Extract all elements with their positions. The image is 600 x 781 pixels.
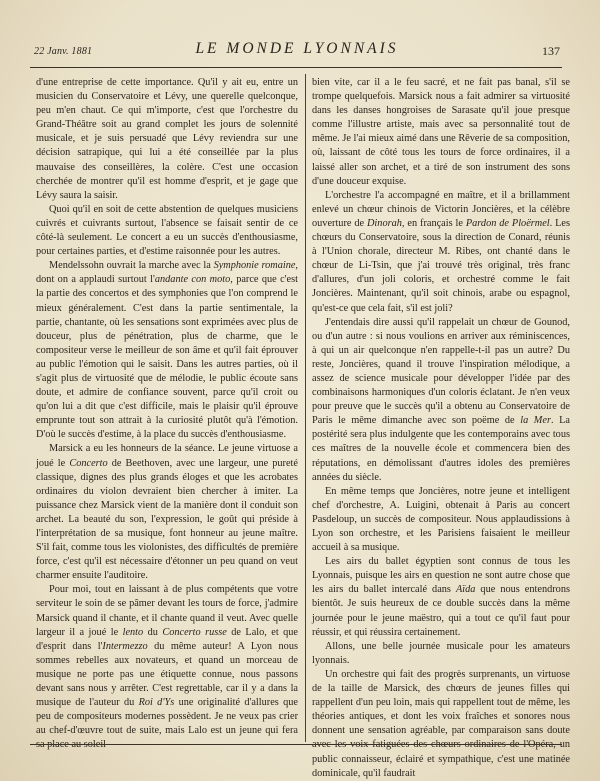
masthead-title: LE MONDE LYONNAIS	[195, 40, 399, 57]
paragraph-text: , en français le	[401, 217, 466, 229]
column-divider	[305, 74, 306, 742]
italic-title: Dinorah	[367, 217, 402, 229]
paragraph-text: Les airs du ballet égyptien sont connus de tous les Lyonnais, puisque les airs en question ne sont autre chose que les airs du ballet intercalé dans	[312, 556, 570, 596]
paragraph-text: Un orchestre qui fait des progrès surprenants, un virtuose de la taille de Marsick, des chœurs de jeunes filles qui rappellent d'un peu loin, mais qui rappellent tout de même, les théories antiques, et dont les voix fraîches et sonores nous donnent une sensation agréable, par comparaison sans doute avec les voix fatiguées des chœurs ordinaires de l'Opéra, un public connaisseur, éclairé et sympathique, c'est une matinée dominicale, qu'il faudrait	[312, 668, 570, 779]
paragraph-text: du même auteur! A Lyon nous sommes rebelles aux novateurs, et quand un morceau de musique ne porte pas une étiquette connue, nous passons devant sans nous y arrêter. C'est regrettable, car il y a dans la musique de l'auteur du	[36, 640, 298, 709]
article-paragraph	[36, 583, 298, 752]
right-column	[312, 76, 571, 779]
article-paragraph	[36, 203, 298, 259]
paragraph-text: . La postérité sera plus indulgente que les contemporains avec tous ces maîtres de la nouvelle école et commencera bien des réputations, en démolissant d'autres idoles des premières années du siècle.	[312, 415, 570, 483]
header-rule	[30, 67, 562, 68]
page-header	[34, 36, 560, 66]
article-paragraph	[36, 442, 298, 583]
footer-rule	[30, 744, 562, 745]
paragraph-text: Quoi qu'il en soit de cette abstention de quelques musiciens cuivrés et cuivrants surtout, l'absence se faisait sentir de ce côté-là seulement. Le concert a eu un succès d'enthousiasme, pour certaines parties, et d'estime raisonnée pour les autres.	[36, 203, 298, 258]
paragraph-text: bien vite, car il a le feu sacré, et ne fait pas banal, s'il se trompe quelquefois. Marsick nous a fait admirer sa virtuosité dans les danses hongroises de Sarasate qu'il joue presque comme l'illustre artiste, mais avec sa personnalité tout de même. Je l'ai mieux aimé dans une Rêverie de sa composition, où, laissant de côté tous les tours de force ordinaires, il a laissé aller son archet, et a tiré de son instrument des sons d'une douceur exquise.	[312, 77, 570, 187]
paragraph-text: d'une entreprise de cette importance. Qu'il y ait eu, entre un musicien du Conservatoire et Lévy, une querelle quelconque, peu m'en chaut. Ce qui m'importe, c'est que l'orchestre du Grand-Théâtre soit au grand complet les jours de solennité musicale, et je suis persuadé que Lévy reviendra sur une décision satrapique, qui lui a été conseillée par la plus mauvaise des conseillères, la colère. C'est une occasion cherchée de montrer qu'il est homme d'esprit, et je gage que Lévy saura la saisir.	[36, 77, 298, 201]
article-paragraph	[312, 640, 570, 668]
paragraph-text: de Lalo, et que d'esprit dans l'	[36, 626, 299, 652]
italic-title: Roi d'Ys	[138, 697, 175, 709]
page-number: 137	[542, 44, 560, 58]
article-paragraph	[36, 259, 298, 442]
italic-title: Concerto russe	[162, 626, 227, 638]
paragraph-text: que nous entendrons bientôt. Je suis heureux de ce double succès dans la même journée pour le jeune maëstro, qui a tout ce qu'il faut pour réussir, et qui réussira certainement.	[312, 584, 570, 638]
italic-title: Pardon de Ploërmel	[465, 217, 550, 229]
italic-title: andante con moto	[154, 274, 231, 286]
header-date: 22 Janv. 1881	[34, 46, 93, 57]
paragraph-text: . Les chœurs du Conservatoire, sous la direction de Conard, réunis à l'Union chorale, directeur M. Ribes, ont chanté dans le chœur de Li-Tsin, que j'ai trouvé très original, très franc d'allures, d'un joli coloris, et orchestré comme le fait Joncières. Maintenant, qu'il soit chinois, arabe ou espagnol, qu'est-ce que cela fait, s'il est joli?	[312, 217, 571, 314]
article-paragraph	[312, 485, 570, 555]
article-paragraph	[312, 316, 570, 485]
italic-title: Symphonie romaine	[213, 260, 296, 272]
paragraph-text: une originalité d'allures que peu de compositeurs modernes possèdent. Je ne veux pas crier au chef-d'œuvre tout de suite, mais Lalo est un jeune qui fera sa place au soleil	[36, 697, 298, 751]
paragraph-text: L'orchestre l'a accompagné en maître, et il a brillamment enlevé un chœur chinois de Victorin Joncières, et la célèbre ouverture de	[312, 189, 570, 229]
italic-title: Intermezzo	[102, 640, 148, 652]
article-paragraph	[36, 76, 298, 203]
paragraph-text: Marsick a eu les honneurs de la séance. Le jeune virtuose a joué le	[36, 443, 298, 469]
italic-title: Concerto	[69, 457, 108, 469]
paragraph-text: , parce que c'est la partie des concertos et des symphonies que l'on comprend le mieux généralement. C'est dans la partie sentimentale, la partie, chantante, où les sensations sont exprimées avec plus de douceur, plus de pénétration, plus de charme, que le compositeur verse le meilleur de son âme et qu'il fait éprouver au public l'émotion qui le saisit. Dans les autres parties, où il s'agit plus de virtuosité que de mélodie, le public écoute sans doute, et admire de confiance souvent, parce qu'il croit ou qu'on lui a dit que c'est difficile, mais le plaisir qu'il éprouve emprunte tout son attrait à la curiosité plutôt qu'à l'émotion. D'où le succès d'estime, à la place du succès d'enthousiasme.	[36, 274, 298, 441]
italic-title: la Mer	[520, 415, 551, 427]
article-paragraph	[312, 555, 570, 640]
paragraph-text: de Beethoven, avec une largeur, une pureté classique, dignes des plus grands éloges et que les acrobates ordinaires du violon devraient bien chercher à imiter. La puissance chez Marsick vient de la manière dont il conduit son archet. La beauté du son, l'expression, le goût qui préside à l'interprétation de sa musique, font honneur au jeune maître. S'il fait, comme tous les violonistes, des difficultés de première force, c'est qu'il est nécessaire d'étonner un peu quand on veut charmer ensuite l'auditoire.	[36, 457, 298, 582]
italic-title: lento	[122, 626, 144, 638]
paragraph-text: , dont on a applaudi surtout l'	[36, 260, 298, 286]
paragraph-text: du	[143, 626, 163, 638]
paragraph-text: Allons, une belle journée musicale pour les amateurs lyonnais.	[312, 640, 570, 666]
article-paragraph	[312, 668, 570, 781]
italic-title: Aïda	[455, 584, 476, 596]
paragraph-text: J'entendais dire aussi qu'il rappelait un chœur de Gounod, ou d'un autre : si nous voulions en arriver aux réminiscences, à qui un air quelconque n'en rappelle-t-il pas un autre? Du reste, Joncières, quand il trouve l'inspiration mélodique, a assez de science musicale pour développer l'idée par des combinaisons harmoniques d'un coloris éclatant. Je n'en veux pour preuve que le succès qu'il a obtenu au Conservatoire de Paris le même dimanche avec son poëme de	[312, 316, 570, 427]
paragraph-text: En même temps que Joncières, notre jeune et intelligent chef d'orchestre, A. Luigini, obtenait à Paris au concert Pasdeloup, un succès de compositeur. Nous applaudissions à Lyon son orchestre, et les Parisiens faisaient le meilleur accueil à sa musique.	[312, 485, 570, 554]
paragraph-text: Mendelssohn ouvrait la marche avec la	[49, 260, 214, 272]
left-column	[36, 76, 299, 751]
article-paragraph	[312, 76, 570, 189]
paragraph-text: Pour moi, tout en laissant à de plus compétents que votre serviteur le soin de se pâmer devant les tours de force, j'admire Marsick quand il chante, et il chante quand il veut. Avec quelle largeur il a joué le	[36, 584, 298, 638]
article-paragraph	[312, 189, 570, 316]
